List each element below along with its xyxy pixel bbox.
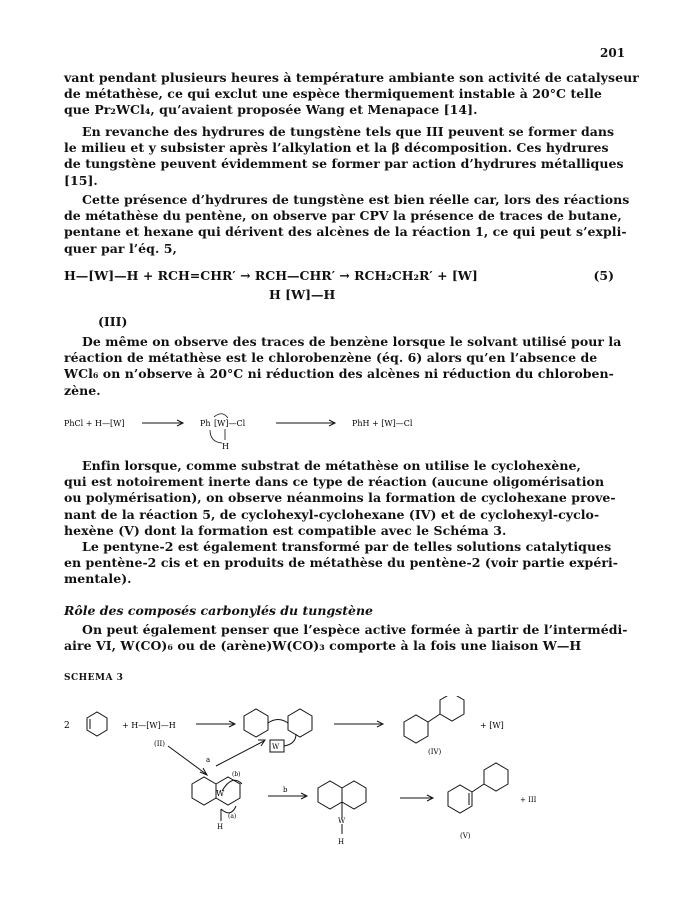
cyclohexyl-ring xyxy=(192,777,216,805)
paragraph-6 xyxy=(64,622,628,654)
hwh-reagent: + H—[W]—H xyxy=(122,721,176,730)
text-line: Cette présence d’hydrures de tungstène est bien réelle car, lors des réactions xyxy=(82,192,630,207)
paragraph-3 xyxy=(64,192,630,257)
text-line: de métathèse du pentène, on observe par CPV la présence de traces de butane, xyxy=(64,208,622,224)
cyclohexyl-ring xyxy=(440,696,464,721)
arrowhead xyxy=(200,768,207,775)
tungsten-label: W xyxy=(272,743,280,751)
text-line: réaction de métathèse est le chlorobenzène (éq. 6) alors qu’en l’absence de xyxy=(64,350,598,366)
cyclohexyl-ring xyxy=(484,763,508,791)
compound-label-ii: (II) xyxy=(154,740,165,748)
text-line: de tungstène peuvent évidemment se former par action d’hydrures métalliques xyxy=(64,156,624,172)
curved-arrow xyxy=(214,414,228,418)
intermediate-wcl: [W]—Cl xyxy=(214,419,246,428)
text-line: zène. xyxy=(64,382,101,398)
reaction-arrow xyxy=(216,741,264,766)
text-line: de métathèse, ce qui exclut une espèce thermiquement instable à 20°C telle xyxy=(64,86,602,102)
reaction-6-drawing xyxy=(64,408,624,458)
scheme-3 xyxy=(56,696,616,866)
scheme-3-drawing xyxy=(56,696,616,866)
text-line: [15]. xyxy=(64,172,98,188)
text-line: qui est notoirement inerte dans ce type de réaction (aucune oligomérisation xyxy=(64,474,605,490)
text-line: aire VI, W(CO)₆ ou de (arène)W(CO)₃ comporte à la fois une liaison W—H xyxy=(64,638,582,654)
arrowhead xyxy=(258,740,265,746)
text-line: En revanche des hydrures de tungstène tels que III peuvent se former dans xyxy=(82,124,615,139)
hydrogen-atom: H xyxy=(338,838,345,846)
text-line: WCl₆ on n’observe à 20°C ni réduction des alcènes ni réduction du chloroben- xyxy=(64,366,614,382)
reaction-6-products: PhH + [W]—Cl xyxy=(352,419,413,428)
text-line: On peut également penser que l’espèce active formée à partir de l’intermédi- xyxy=(82,622,628,637)
bond-line xyxy=(472,784,484,792)
curved-arrow xyxy=(221,806,236,813)
text-line: Le pentyne-2 est également transformé par de telles solutions catalytiques xyxy=(82,539,612,555)
w-product: + [W] xyxy=(480,721,504,730)
text-line: ou polymérisation), on observe néanmoins la formation de cyclohexane prove- xyxy=(64,490,616,506)
compound-label-v: (V) xyxy=(460,832,471,840)
paragraph-2 xyxy=(64,124,624,189)
text-line: en pentène-2 cis et en produits de métathèse du pentène-2 (voir partie expéri- xyxy=(64,555,618,571)
equation-number: (5) xyxy=(593,268,614,283)
cyclohexenyl-ring xyxy=(448,785,472,813)
text-line: vant pendant plusieurs heures à température ambiante son activité de catalyseur xyxy=(64,70,639,85)
paragraph-5 xyxy=(64,458,616,588)
compound-label-iv: (IV) xyxy=(428,748,442,756)
curved-arrow xyxy=(222,780,242,791)
paragraph-4 xyxy=(64,334,622,399)
equation-5-main: H—[W]—H + RCH=CHR′ → RCH—CHR′ → RCH₂CH₂R′ + [W] xyxy=(64,268,478,283)
cyclohexyl-ring xyxy=(404,715,428,743)
text-line: le milieu et y subsister après l’alkylation et la β décomposition. Ces hydrures xyxy=(64,140,609,156)
equation-5 xyxy=(64,260,624,305)
hydrogen-atom: H xyxy=(217,823,224,831)
iii-byproduct: + III xyxy=(520,796,537,804)
page-number: 201 xyxy=(600,46,626,60)
curved-arrow xyxy=(268,720,288,724)
text-line: pentane et hexane qui dérivent des alcènes de la réaction 1, ce qui peut s’expli- xyxy=(64,224,627,240)
paragraph-1 xyxy=(64,70,639,119)
cyclohexyl-ring xyxy=(318,781,342,809)
coefficient: 2 xyxy=(64,721,70,731)
path-label-b: b xyxy=(283,786,288,794)
schema-title: SCHEMA 3 xyxy=(64,673,124,683)
cyclohexyl-ring xyxy=(288,709,312,737)
text-line: que Pr₂WCl₄, qu’avaient proposée Wang et Menapace [14]. xyxy=(64,102,478,118)
cyclohexyl-ring xyxy=(342,781,366,809)
equation-5-substituents: H [W]—H xyxy=(269,287,336,302)
reaction-6-reactants: PhCl + H—[W] xyxy=(64,419,125,428)
intermediate-h: H xyxy=(222,442,229,451)
cyclohexyl-ring xyxy=(244,709,268,737)
path-label-a-paren: (a) xyxy=(228,813,237,820)
tungsten-atom: W xyxy=(216,789,225,798)
path-label-a: a xyxy=(206,756,211,764)
tungsten-atom: W xyxy=(338,817,346,825)
text-line: mentale). xyxy=(64,571,132,587)
text-line: Enfin lorsque, comme substrat de métathèse on utilise le cyclohexène, xyxy=(82,458,581,473)
intermediate-ph: Ph xyxy=(200,419,211,428)
text-line: nant de la réaction 5, de cyclohexyl-cyclohexane (IV) et de cyclohexyl-cyclo- xyxy=(64,506,600,522)
section-heading: Rôle des composés carbonylés du tungstène xyxy=(64,603,373,618)
path-label-b-paren: (b) xyxy=(232,771,241,778)
compound-label-iii: (III) xyxy=(98,314,128,329)
text-line: quer par l’éq. 5, xyxy=(64,240,177,256)
text-line: De même on observe des traces de benzène lorsque le solvant utilisé pour la xyxy=(82,334,622,349)
reaction-6 xyxy=(64,408,624,458)
reaction-arrow xyxy=(168,746,206,774)
bond-line xyxy=(428,714,440,722)
curved-arrow xyxy=(210,430,222,443)
text-line: hexène (V) dont la formation est compatible avec le Schéma 3. xyxy=(64,522,507,538)
curved-arrow xyxy=(284,734,296,746)
